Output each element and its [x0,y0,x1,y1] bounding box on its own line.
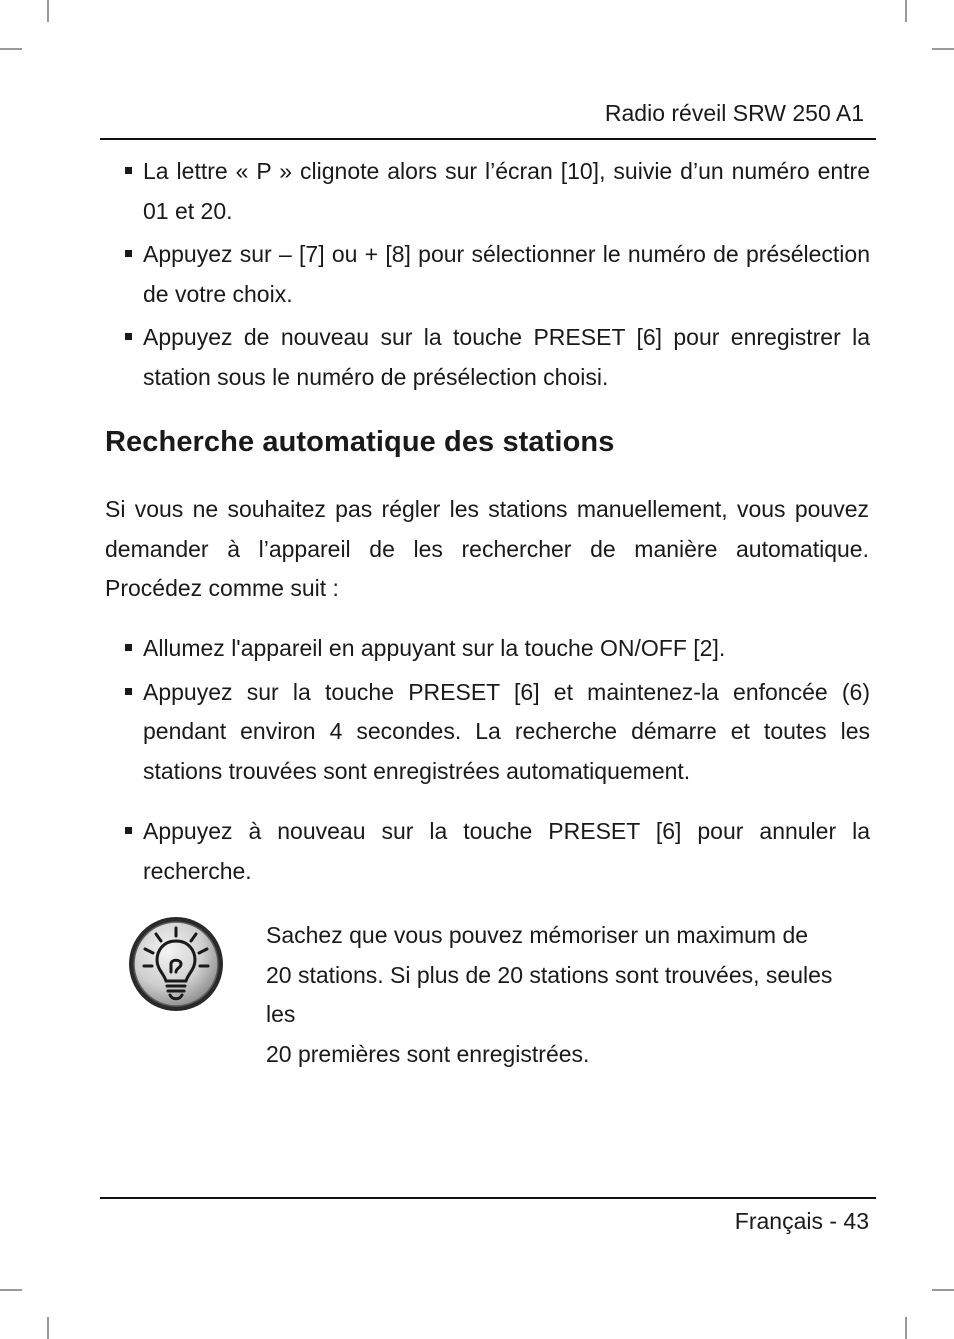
section-heading: Recherche automatique des stations [105,426,615,458]
crop-mark [47,1317,49,1339]
list-item [124,673,870,792]
cancel-search-list [124,812,870,895]
bullet-square-icon [125,644,132,651]
tip-line: 20 stations. Si plus de 20 stations sont trouvées, seules les [266,961,833,1027]
crop-mark [932,48,954,50]
tip-note [266,916,866,1074]
crop-mark [932,1289,954,1291]
list-item [124,629,870,669]
page-number: Français - 43 [734,1208,869,1234]
intro-paragraph: Si vous ne souhaitez pas régler les stations manuellement, vous pouvez demander à l’appareil de les rechercher de manière automatique. Procédez comme suit : [105,496,869,601]
bullet-square-icon [125,688,132,695]
lightbulb-icon [126,914,226,1014]
tip-line: 20 premières sont enregistrées. [266,1040,590,1067]
list-item [124,152,870,231]
list-item-text: Appuyez sur la touche PRESET [6] et maintenez-la enfoncée (6) pendant environ 4 secondes. La recherche démarre et toutes les stations trouvées sont enregistrées automatiquement. [143,678,870,784]
preset-steps-list [124,152,870,401]
tip-line: Sachez que vous pouvez mémoriser un maximum de [266,922,809,948]
crop-mark [905,1317,907,1339]
list-item-text: La lettre « P » clignote alors sur l’écran [10], suivie d’un numéro entre 01 et 20. [143,158,870,224]
list-item [124,812,870,891]
bullet-square-icon [125,250,132,257]
list-item-text: Appuyez sur – [7] ou + [8] pour sélectionner le numéro de présélection de votre choix. [143,241,870,307]
list-item-text: Appuyez de nouveau sur la touche PRESET [6] pour enregistrer la station sous le numéro de présélection choisi. [143,324,870,390]
crop-mark [0,1289,22,1291]
list-item-text: Appuyez à nouveau sur la touche PRESET [6] pour annuler la recherche. [143,818,870,884]
footer-rule [100,1197,876,1199]
bullet-square-icon [125,333,132,340]
list-item [124,318,870,397]
bullet-square-icon [125,827,132,834]
list-item [124,235,870,314]
crop-mark [0,48,22,50]
bullet-square-icon [125,167,132,174]
crop-mark [47,0,49,22]
running-header: Radio réveil SRW 250 A1 [604,100,864,126]
header-rule [100,138,876,140]
auto-search-steps-list [124,629,870,795]
list-item-text: Allumez l'appareil en appuyant sur la touche ON/OFF [2]. [143,635,726,661]
crop-mark [905,0,907,22]
